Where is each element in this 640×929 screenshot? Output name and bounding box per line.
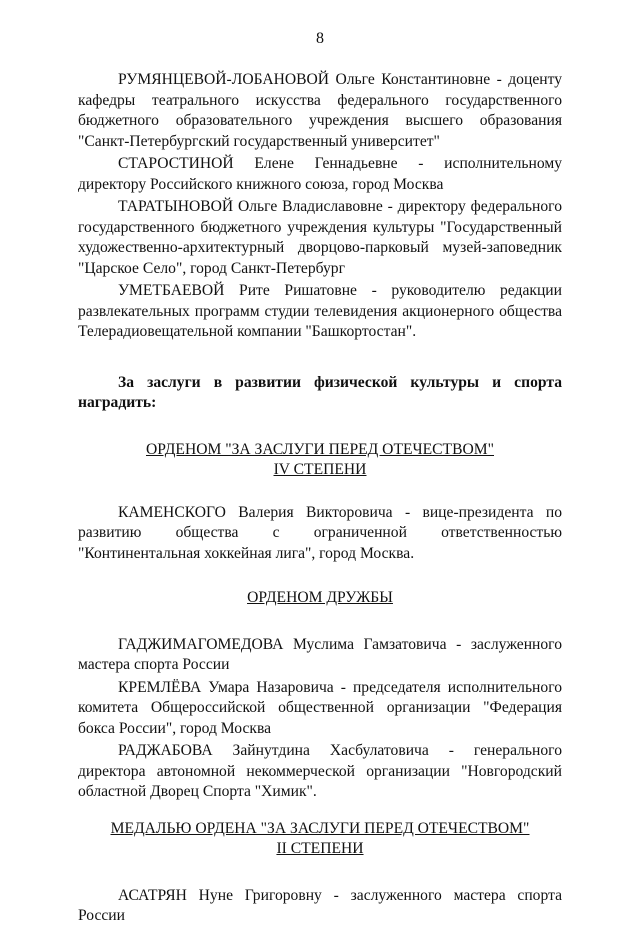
award-heading-line1: ОРДЕНОМ ДРУЖБЫ bbox=[247, 589, 393, 606]
entry-starostina: СТАРОСТИНОЙ Елене Геннадьевне - исполнительному директору Российского книжного союза, город Москва bbox=[78, 155, 562, 193]
document-body bbox=[78, 70, 562, 929]
award-heading-line2: IV СТЕПЕНИ bbox=[273, 461, 367, 478]
award-heading-line2: II СТЕПЕНИ bbox=[276, 840, 364, 857]
entry-asatryan: АСАТРЯН Нуне Григоровну - заслуженного мастера спорта России bbox=[78, 886, 562, 924]
page-number: 8 bbox=[316, 30, 324, 47]
entry-kamensky: КАМЕНСКОГО Валерия Викторовича - вице-президента по развитию общества с ограниченной ответственностью "Континентальная хоккейная лига", город Москва. bbox=[78, 503, 562, 562]
entry-gadzhimagomedov: ГАДЖИМАГОМЕДОВА Муслима Гамзатовича - заслуженного мастера спорта России bbox=[78, 635, 562, 673]
entry-taratynova: ТАРАТЫНОВОЙ Ольге Владиславовне - директору федерального государственного бюджетного учреждения культуры "Государственный художественно-архитектурный дворцово-парковый музей-заповедник "Царское Село", город Санкт-Петербург bbox=[78, 198, 562, 277]
entry-radzhabov: РАДЖАБОВА Зайнутдина Хасбулатовича - генерального директора автономной некоммерческой организации "Новгородский областной Дворец Спорта "Химик". bbox=[78, 742, 562, 800]
award-heading-line1: ОРДЕНОМ "ЗА ЗАСЛУГИ ПЕРЕД ОТЕЧЕСТВОМ" bbox=[146, 440, 494, 458]
award-heading-medal-merit-2 bbox=[78, 819, 562, 860]
section-intro: За заслуги в развитии физической культуры и спорта наградить: bbox=[78, 373, 562, 411]
entry-kremlev: КРЕМЛЁВА Умара Назаровича - председателя исполнительного комитета Общероссийской общественной организации "Федерация бокса России", город Москва bbox=[78, 678, 562, 737]
award-heading-line1: МЕДАЛЬЮ ОРДЕНА "ЗА ЗАСЛУГИ ПЕРЕД ОТЕЧЕСТВОМ" bbox=[110, 819, 530, 837]
award-heading-order-friendship bbox=[78, 588, 562, 609]
entry-umetbaeva: УМЕТБАЕВОЙ Рите Ришатовне - руководителю редакции развлекательных программ студии телевидения акционерного общества Телерадиовещательной компании "Башкортостан". bbox=[78, 282, 562, 340]
award-heading-order-merit-4 bbox=[78, 440, 562, 481]
entry-rumyantseva: РУМЯНЦЕВОЙ-ЛОБАНОВОЙ Ольге Константиновне - доценту кафедры театрального искусства федерального государственного бюджетного образовательного учреждения высшего образования "Санкт-Петербургский государственный университет" bbox=[78, 71, 562, 150]
